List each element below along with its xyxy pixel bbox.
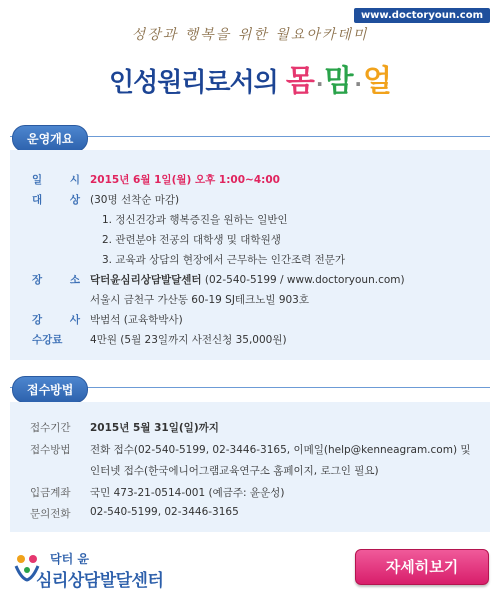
date-value: 2015년 6월 1일(월) 오후 1:00~4:00 <box>90 174 280 186</box>
account-label: 입금계좌 <box>30 487 71 499</box>
lecturer-label: 강 사 <box>32 314 80 326</box>
overview-section-label: 운영개요 <box>12 125 88 152</box>
period-value: 2015년 5월 31일(일)까지 <box>90 422 219 434</box>
title-dot-2: · <box>354 72 362 96</box>
title-word-mam: 맘 <box>324 64 353 99</box>
contact-value: 02-540-5199, 02-3446-3165 <box>90 506 239 518</box>
view-details-button[interactable]: 자세히보기 <box>355 549 489 585</box>
place-value <box>90 272 405 287</box>
lecturer-value: 박범석 (교육학박사) <box>90 314 183 326</box>
page-title <box>0 56 500 100</box>
target-value: (30명 선착순 마감) <box>90 194 180 206</box>
center-logo[interactable] <box>12 548 202 591</box>
period-label: 접수기간 <box>30 422 71 434</box>
target-item-text: 2. 관련분야 전공의 대학생 및 대학원생 <box>102 234 281 246</box>
logo-top-text: 닥터 윤 <box>50 552 89 566</box>
logo-bottom-text: 심리상담발달센터 <box>36 571 164 591</box>
fee-label: 수강료 <box>32 334 63 346</box>
method-value-2: 인터넷 접수(한국에니어그램교육연구소 홈페이지, 로그인 필요) <box>90 465 379 477</box>
place-contact: (02-540-5199 / www.doctoryoun.com) <box>201 274 405 286</box>
contact-label: 문의전화 <box>30 508 71 520</box>
fee-value: 4만원 (5월 23일까지 사전신청 35,000원) <box>90 334 287 346</box>
title-word-mom: 몸 <box>285 64 314 99</box>
target-item-text: 1. 정신건강과 행복증진을 원하는 일반인 <box>102 214 288 226</box>
target-label: 대 상 <box>32 194 80 206</box>
method-value: 전화 접수(02-540-5199, 02-3446-3165, 이메일(help@kenneagram.com) 및 <box>90 444 471 456</box>
apply-section-label: 접수방법 <box>12 376 88 403</box>
target-item-text: 3. 교육과 상담의 현장에서 근무하는 인간조력 전문가 <box>102 254 346 266</box>
place-label: 장 소 <box>32 274 80 286</box>
date-label: 일 시 <box>32 174 80 186</box>
website-url-badge[interactable]: www.doctoryoun.com <box>354 8 490 23</box>
overview-panel <box>10 150 490 360</box>
title-dot-1: · <box>315 72 323 96</box>
tagline: 성장과 행복을 위한 월요아카데미 <box>131 27 369 43</box>
place-name: 닥터윤심리상담발달센터 <box>90 274 202 286</box>
method-label: 접수방법 <box>30 444 71 456</box>
apply-panel <box>10 402 490 532</box>
title-word-eol: 얼 <box>363 64 392 99</box>
account-value: 국민 473-21-0514-001 (예금주: 윤운성) <box>90 487 285 499</box>
place-address: 서울시 금천구 가산동 60-19 SJ테크노빌 903호 <box>90 294 310 306</box>
title-main-text: 인성원리로서의 <box>108 68 278 98</box>
